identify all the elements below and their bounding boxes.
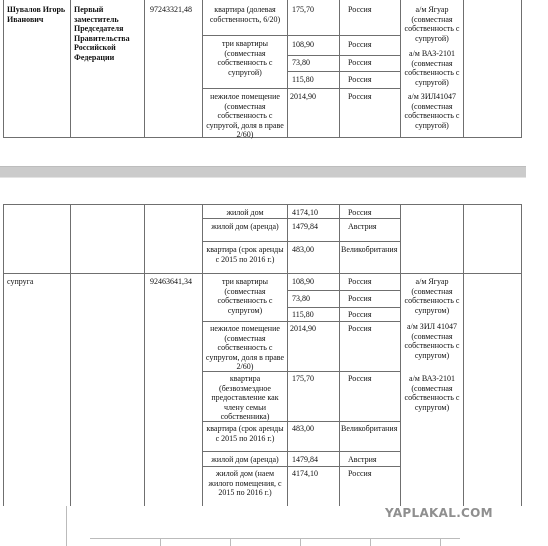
property-area: 2014,90: [290, 324, 316, 333]
property-area: 483,00: [292, 424, 314, 433]
property-area: 108,90: [292, 277, 314, 286]
person-income: 97243321,48: [150, 5, 192, 14]
property-area: 73,80: [292, 58, 310, 67]
property-area: 175,70: [292, 374, 314, 383]
vehicle-entry: а/м ЗИЛ 41047 (совместная собственность с супругом): [404, 322, 460, 360]
property-country: Великобритания: [341, 245, 398, 254]
vehicle-entry: а/м ЗИЛ41047 (совместная собственность с супругой): [404, 92, 460, 130]
property-area: 115,80: [292, 75, 314, 84]
property-country: Россия: [348, 277, 372, 286]
property-area: 4174,10: [292, 469, 318, 478]
property-area: 4174,10: [292, 208, 318, 217]
property-type: нежилое помещение (совместная собственность с супругой, доля в праве 2/60): [206, 92, 284, 140]
declaration-table-bottom: [0, 204, 548, 506]
property-type: квартира (долевая собственность, 6/20): [209, 5, 281, 24]
property-country: Австрия: [348, 222, 377, 231]
property-area: 1479,84: [292, 222, 318, 231]
property-type: квартира (срок аренды с 2015 по 2016 г.): [206, 245, 284, 264]
property-type: квартира (срок аренды с 2015 по 2016 г.): [206, 424, 284, 443]
property-type: жилой дом (аренда): [211, 222, 279, 231]
vehicle-entry: а/м Ягуар (совместная собственность с супругой): [404, 5, 460, 43]
property-type: жилой дом (наем жилого помещения, с 2015 по 2016 г.): [208, 469, 282, 498]
property-country: Россия: [348, 324, 372, 333]
property-country: Россия: [348, 58, 372, 67]
property-area: 483,00: [292, 245, 314, 254]
property-area: 115,80: [292, 310, 314, 319]
property-type: нежилое помещение (совместная собственность с супругом, доля в праве 2/60): [205, 324, 285, 372]
property-country: Россия: [348, 374, 372, 383]
property-type: три квартиры (совместная собственность с супругой): [217, 39, 273, 77]
property-area: 108,90: [292, 40, 314, 49]
property-country: Россия: [348, 75, 372, 84]
vehicle-entry: а/м ВАЗ-2101 (совместная собственность с супругом): [404, 374, 460, 412]
property-country: Россия: [348, 5, 372, 14]
property-country: Великобритания: [341, 424, 398, 433]
vehicle-entry: а/м ВАЗ-2101 (совместная собственность с супругой): [404, 49, 460, 87]
property-type: квартира (безвозмездное предоставление как члену семьи собственника): [211, 374, 279, 422]
property-country: Россия: [348, 469, 372, 478]
property-type: жилой дом (аренда): [211, 455, 279, 464]
property-type: три квартиры (совместная собственность с супругом): [217, 277, 273, 315]
property-area: 2014,90: [290, 92, 316, 101]
property-country: Австрия: [348, 455, 377, 464]
property-country: Россия: [348, 208, 372, 217]
site-watermark: YAPLAKAL.COM: [385, 506, 493, 520]
property-area: 1479,84: [292, 455, 318, 464]
page-separator: [0, 166, 526, 178]
property-type: жилой дом: [226, 208, 264, 217]
property-country: Россия: [348, 92, 372, 101]
person-name: Шувалов Игорь Иванович: [7, 5, 66, 24]
property-country: Россия: [348, 310, 372, 319]
spouse-income: 92463641,34: [150, 277, 192, 286]
spouse-label: супруга: [7, 277, 34, 286]
property-country: Россия: [348, 294, 372, 303]
person-position: Первый заместитель Председателя Правительства Российской Федерации: [74, 5, 130, 62]
declaration-table-top: [0, 0, 548, 138]
property-area: 175,70: [292, 5, 314, 14]
property-area: 73,80: [292, 294, 310, 303]
vehicle-entry: а/м Ягуар (совместная собственность с супругом): [404, 277, 460, 315]
property-country: Россия: [348, 40, 372, 49]
